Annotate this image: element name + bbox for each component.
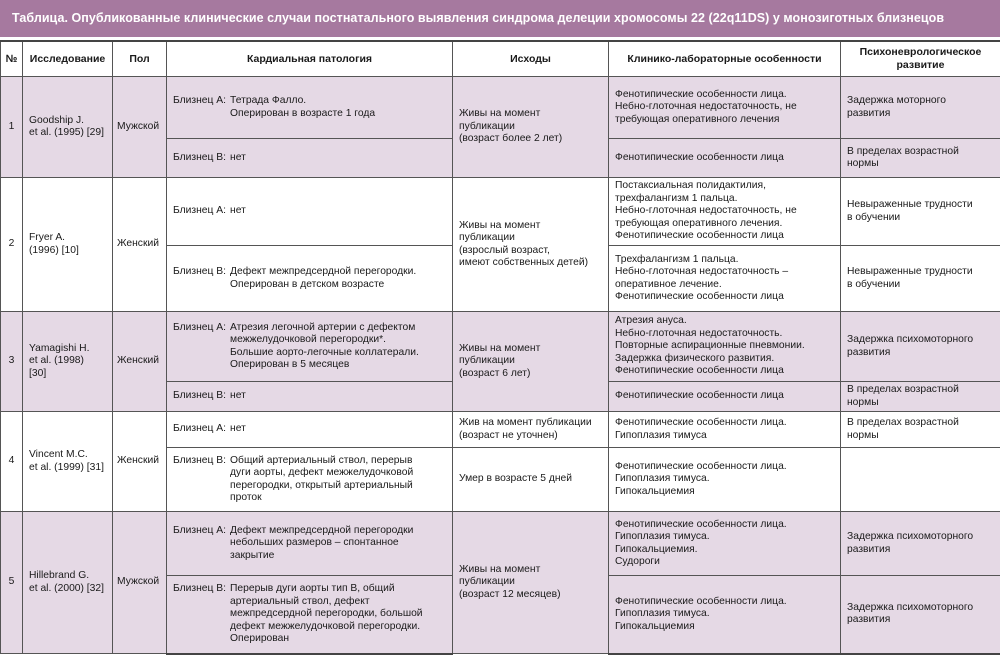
cardiac-line: Оперирован в возрасте 1 года [230,107,376,119]
psycho-cell [841,448,1000,512]
cardiac-text [230,322,446,372]
cardiac-cell [167,382,453,412]
header-outcome: Исходы [453,41,609,77]
header-clinical: Клинико-лабораторные особенности [609,41,841,77]
cardiac-cell [167,412,453,448]
psycho-line: развития [847,614,891,626]
clinical-line: трехфалангизм 1 пальца. [615,192,738,204]
psycho-line: нормы [847,158,879,169]
cardiac-cell [167,139,453,178]
clinical-line: Фенотипические особенности лица [615,365,784,377]
clinical-line: требующая оперативного лечения [615,113,780,125]
cardiac-line: Оперирован [230,633,290,644]
cardiac-text [230,583,446,646]
clinical-line: Фенотипические особенности лица. [615,417,787,428]
psycho-line: развития [847,346,891,358]
outcome-line: (возраст не уточнен) [459,429,558,441]
clinical-lines [615,315,834,378]
cardiac-line: нет [230,205,246,217]
cardiac-text [230,455,446,505]
clinical-line: Трехфалангизм 1 пальца. [615,253,739,265]
cardiac-line: артериальный ствол, дефект [230,595,370,607]
outcome-lines [459,108,602,146]
twin-label: Близнец В: [173,151,227,163]
psycho-lines [847,417,994,442]
psycho-line: Невыраженные трудности [847,266,973,277]
header-psycho [841,41,1000,77]
clinical-line: оперативное лечение. [615,278,722,290]
study-cell [23,412,113,512]
cardiac-text [230,266,446,291]
twin-cardiac [173,390,446,403]
outcome-line: Живы на момент [459,563,541,575]
study-line: et al. (2000) [32] [29,582,104,594]
study-line: Fryer A. [29,232,66,243]
study-cell [23,77,113,178]
psycho-cell [841,139,1000,178]
clinical-line: Гипоплазия тимуса [615,429,707,441]
psycho-lines [847,334,994,359]
clinical-line: Фенотипические особенности лица. [615,518,787,530]
table-body [1,77,1000,654]
clinical-cell [609,312,841,382]
study-cell [23,312,113,412]
clinical-lines [615,519,834,569]
study-line: Yamagishi H. [29,342,90,354]
cardiac-line: Дефект межпредсердной перегородки. [230,266,417,277]
psycho-cell [841,512,1000,576]
cardiac-line: перегородки, открытый артериальный [230,479,413,491]
table-row [1,412,1000,448]
outcome-cell [453,448,609,512]
case-number: 1 [1,77,23,178]
clinical-cell [609,246,841,312]
clinical-line: Атрезия ануса. [615,315,687,327]
clinical-line: Фенотипические особенности лица. [615,460,787,472]
cardiac-line: Общий артериальный ствол, перерыв [230,454,413,466]
cardiac-line: межпредсердной перегородки, большой [230,608,423,619]
psycho-cell [841,178,1000,246]
clinical-cell [609,139,841,178]
outcome-line: публикации [459,232,515,243]
cardiac-cell [167,448,453,512]
sex-cell: Женский [113,412,167,512]
psycho-line: В пределах возрастной [847,384,959,395]
study-line: et al. (1999) [31] [29,461,104,473]
clinical-cell [609,178,841,246]
sex-cell: Мужской [113,77,167,178]
twin-label: Близнец А: [173,205,227,217]
cardiac-cell [167,246,453,312]
case-number: 4 [1,412,23,512]
sex-cell: Женский [113,312,167,412]
cardiac-text [230,423,446,436]
outcome-lines [459,417,602,442]
sex-cell: Мужской [113,512,167,654]
study-lines [29,343,106,381]
clinical-line: Фенотипические особенности лица. [615,595,787,607]
table-row [1,178,1000,246]
clinical-line: Фенотипические особенности лица [615,230,784,242]
twin-cardiac [173,95,446,120]
header-num: № [1,41,23,77]
cardiac-text [230,152,446,165]
clinical-line: Фенотипические особенности лица. [615,88,787,100]
twin-cardiac [173,266,446,291]
psycho-line: нормы [847,396,879,408]
clinical-lines [615,417,834,442]
clinical-line: Гипокальциемия [615,485,695,497]
psycho-cell [841,412,1000,448]
cardiac-line: Перерыв дуги аорты тип В, общий [230,583,395,594]
header-psycho-line: развитие [896,59,945,71]
twin-label: Близнец В: [173,390,227,402]
case-number: 3 [1,312,23,412]
psycho-cell [841,77,1000,139]
psycho-line: Задержка психомоторного [847,531,974,542]
header-row [1,41,1000,77]
psycho-lines [847,602,994,627]
clinical-lines [615,180,834,243]
outcome-line: Живы на момент [459,108,541,120]
clinical-cell [609,512,841,576]
clinical-line: Повторные аспирационные пневмонии. [615,340,805,352]
psycho-line: нормы [847,429,879,441]
twin-cardiac [173,455,446,505]
psycho-line: развития [847,543,891,555]
clinical-cell [609,448,841,512]
psycho-line: Задержка психомоторного [847,334,974,345]
study-cell [23,512,113,654]
twin-label: Близнец А: [173,95,227,106]
psycho-lines [847,531,994,556]
clinical-line: Гипоплазия тимуса. [615,531,710,542]
cardiac-cell [167,178,453,246]
cardiac-text [230,525,446,563]
study-line: [30] [29,367,47,379]
outcome-line: имеют собственных детей) [459,257,589,268]
cardiac-line: Оперирован в детском возрасте [230,278,385,290]
study-cell [23,178,113,312]
psycho-line: в обучении [847,278,901,290]
outcome-line: Жив на момент публикации [459,417,592,428]
clinical-line: Фенотипические особенности лица [615,291,784,302]
cardiac-line: проток [230,492,262,503]
outcome-lines [459,473,602,486]
table-row [1,512,1000,576]
outcome-cell [453,312,609,412]
case-number: 2 [1,178,23,312]
twin-cardiac [173,423,446,436]
psycho-lines [847,146,994,171]
study-lines [29,232,106,257]
cardiac-line: Атрезия легочной артерии с дефектом [230,321,416,333]
table-title: Таблица. Опубликованные клинические случаи постнатального выявления синдрома делеции хромосомы 22 (22q11DS) у монозиготных близнецов [0,0,1000,37]
cardiac-line: небольших размеров – спонтанное [230,537,399,549]
cardiac-line: дефект межжелудочковой перегородки. [230,620,421,632]
study-line: et al. (1995) [29] [29,127,104,138]
table-row [1,312,1000,382]
psycho-cell [841,312,1000,382]
psycho-line: В пределах возрастной [847,145,959,157]
clinical-lines [615,390,834,403]
outcome-line: (возраст 6 лет) [459,367,531,379]
clinical-lines [615,152,834,165]
study-line: Hillebrand G. [29,570,90,581]
clinical-lines [615,461,834,499]
twin-cardiac [173,583,446,646]
outcome-line: (взрослый возраст, [459,244,550,256]
psycho-line: Задержка психомоторного [847,601,974,613]
psycho-lines [847,384,994,409]
outcome-line: (возраст 12 месяцев) [459,588,561,600]
clinical-line: Небно-глоточная недостаточность. [615,327,783,339]
header-psycho-line: Психоневрологическое [859,46,982,58]
header-study: Исследование [23,41,113,77]
outcome-cell [453,178,609,312]
clinical-line: Гипокальциемия. [615,543,698,555]
study-lines [29,570,106,595]
clinical-cell [609,77,841,139]
header-cardiac: Кардиальная патология [167,41,453,77]
outcome-lines [459,220,602,270]
twin-cardiac [173,525,446,563]
twin-label: Близнец В: [173,266,227,277]
sex-cell: Женский [113,178,167,312]
cardiac-cell [167,576,453,654]
clinical-line: Гипоплазия тимуса. [615,473,710,485]
case-number: 5 [1,512,23,654]
outcome-line: Живы на момент [459,219,541,231]
study-line: Vincent M.C. [29,449,88,460]
cardiac-line: дуги аорты, дефект межжелудочковой [230,467,414,478]
outcome-cell [453,77,609,178]
clinical-line: Небно-глоточная недостаточность, не [615,205,797,217]
twin-cardiac [173,322,446,372]
outcome-lines [459,564,602,602]
cardiac-text [230,95,446,120]
psycho-lines [847,199,994,224]
cardiac-line: Дефект межпредсердной перегородки [230,524,414,536]
clinical-line: Фенотипические особенности лица [615,390,784,402]
twin-cardiac [173,152,446,165]
twins-cases-table [0,40,1000,655]
cardiac-line: нет [230,423,246,435]
cardiac-line: Большие аорто-легочные коллатерали. [230,346,419,358]
twin-label: Близнец А: [173,321,227,333]
cardiac-line: Оперирован в 5 месяцев [230,359,350,370]
study-line: (1996) [10] [29,244,79,256]
clinical-line: Гипоплазия тимуса. [615,608,710,619]
study-lines [29,449,106,474]
cardiac-line: межжелудочковой перегородки*. [230,334,386,345]
clinical-lines [615,254,834,304]
psycho-line: Невыраженные трудности [847,199,973,210]
outcome-line: Умер в возрасте 5 дней [459,473,573,485]
twin-label: Близнец А: [173,524,227,536]
psycho-lines [847,266,994,291]
clinical-lines [615,89,834,127]
cardiac-cell [167,312,453,382]
psycho-cell [841,576,1000,654]
psycho-cell [841,246,1000,312]
twin-cardiac [173,205,446,218]
table-row [1,77,1000,139]
cardiac-line: Тетрада Фалло. [230,95,307,106]
clinical-line: Небно-глоточная недостаточность, не [615,101,797,113]
cardiac-cell [167,512,453,576]
twin-label: Близнец В: [173,583,227,594]
clinical-lines [615,596,834,634]
outcome-line: (возраст более 2 лет) [459,133,563,145]
clinical-line: Постаксиальная полидактилия, [615,180,766,192]
header-sex: Пол [113,41,167,77]
clinical-line: требующая оперативного лечения. [615,217,783,229]
outcome-line: Живы на момент [459,342,541,354]
study-line: et al. (1998) [29,355,84,367]
outcome-cell [453,512,609,654]
cardiac-text [230,390,446,403]
psycho-line: Задержка моторного [847,95,946,106]
clinical-line: Небно-глоточная недостаточность – [615,266,789,277]
clinical-cell [609,412,841,448]
study-line: Goodship J. [29,114,84,126]
cardiac-cell [167,77,453,139]
outcome-cell [453,412,609,448]
clinical-line: Гипокальциемия [615,620,695,632]
twin-label: Близнец В: [173,454,227,466]
cardiac-line: нет [230,151,246,163]
outcome-line: публикации [459,576,515,588]
clinical-line: Фенотипические особенности лица [615,151,784,163]
psycho-cell [841,382,1000,412]
clinical-cell [609,576,841,654]
cardiac-text [230,205,446,218]
clinical-cell [609,382,841,412]
psycho-line: развития [847,107,891,119]
cardiac-line: нет [230,390,246,402]
outcome-line: публикации [459,120,515,132]
clinical-line: Задержка физического развития. [615,352,775,364]
psycho-line: в обучении [847,211,901,223]
outcome-lines [459,343,602,381]
psycho-line: В пределах возрастной [847,417,959,428]
clinical-line: Судороги [615,556,660,567]
twin-label: Близнец А: [173,423,227,435]
cardiac-line: закрытие [230,549,275,561]
psycho-lines [847,95,994,120]
outcome-line: публикации [459,355,515,367]
study-lines [29,115,106,140]
